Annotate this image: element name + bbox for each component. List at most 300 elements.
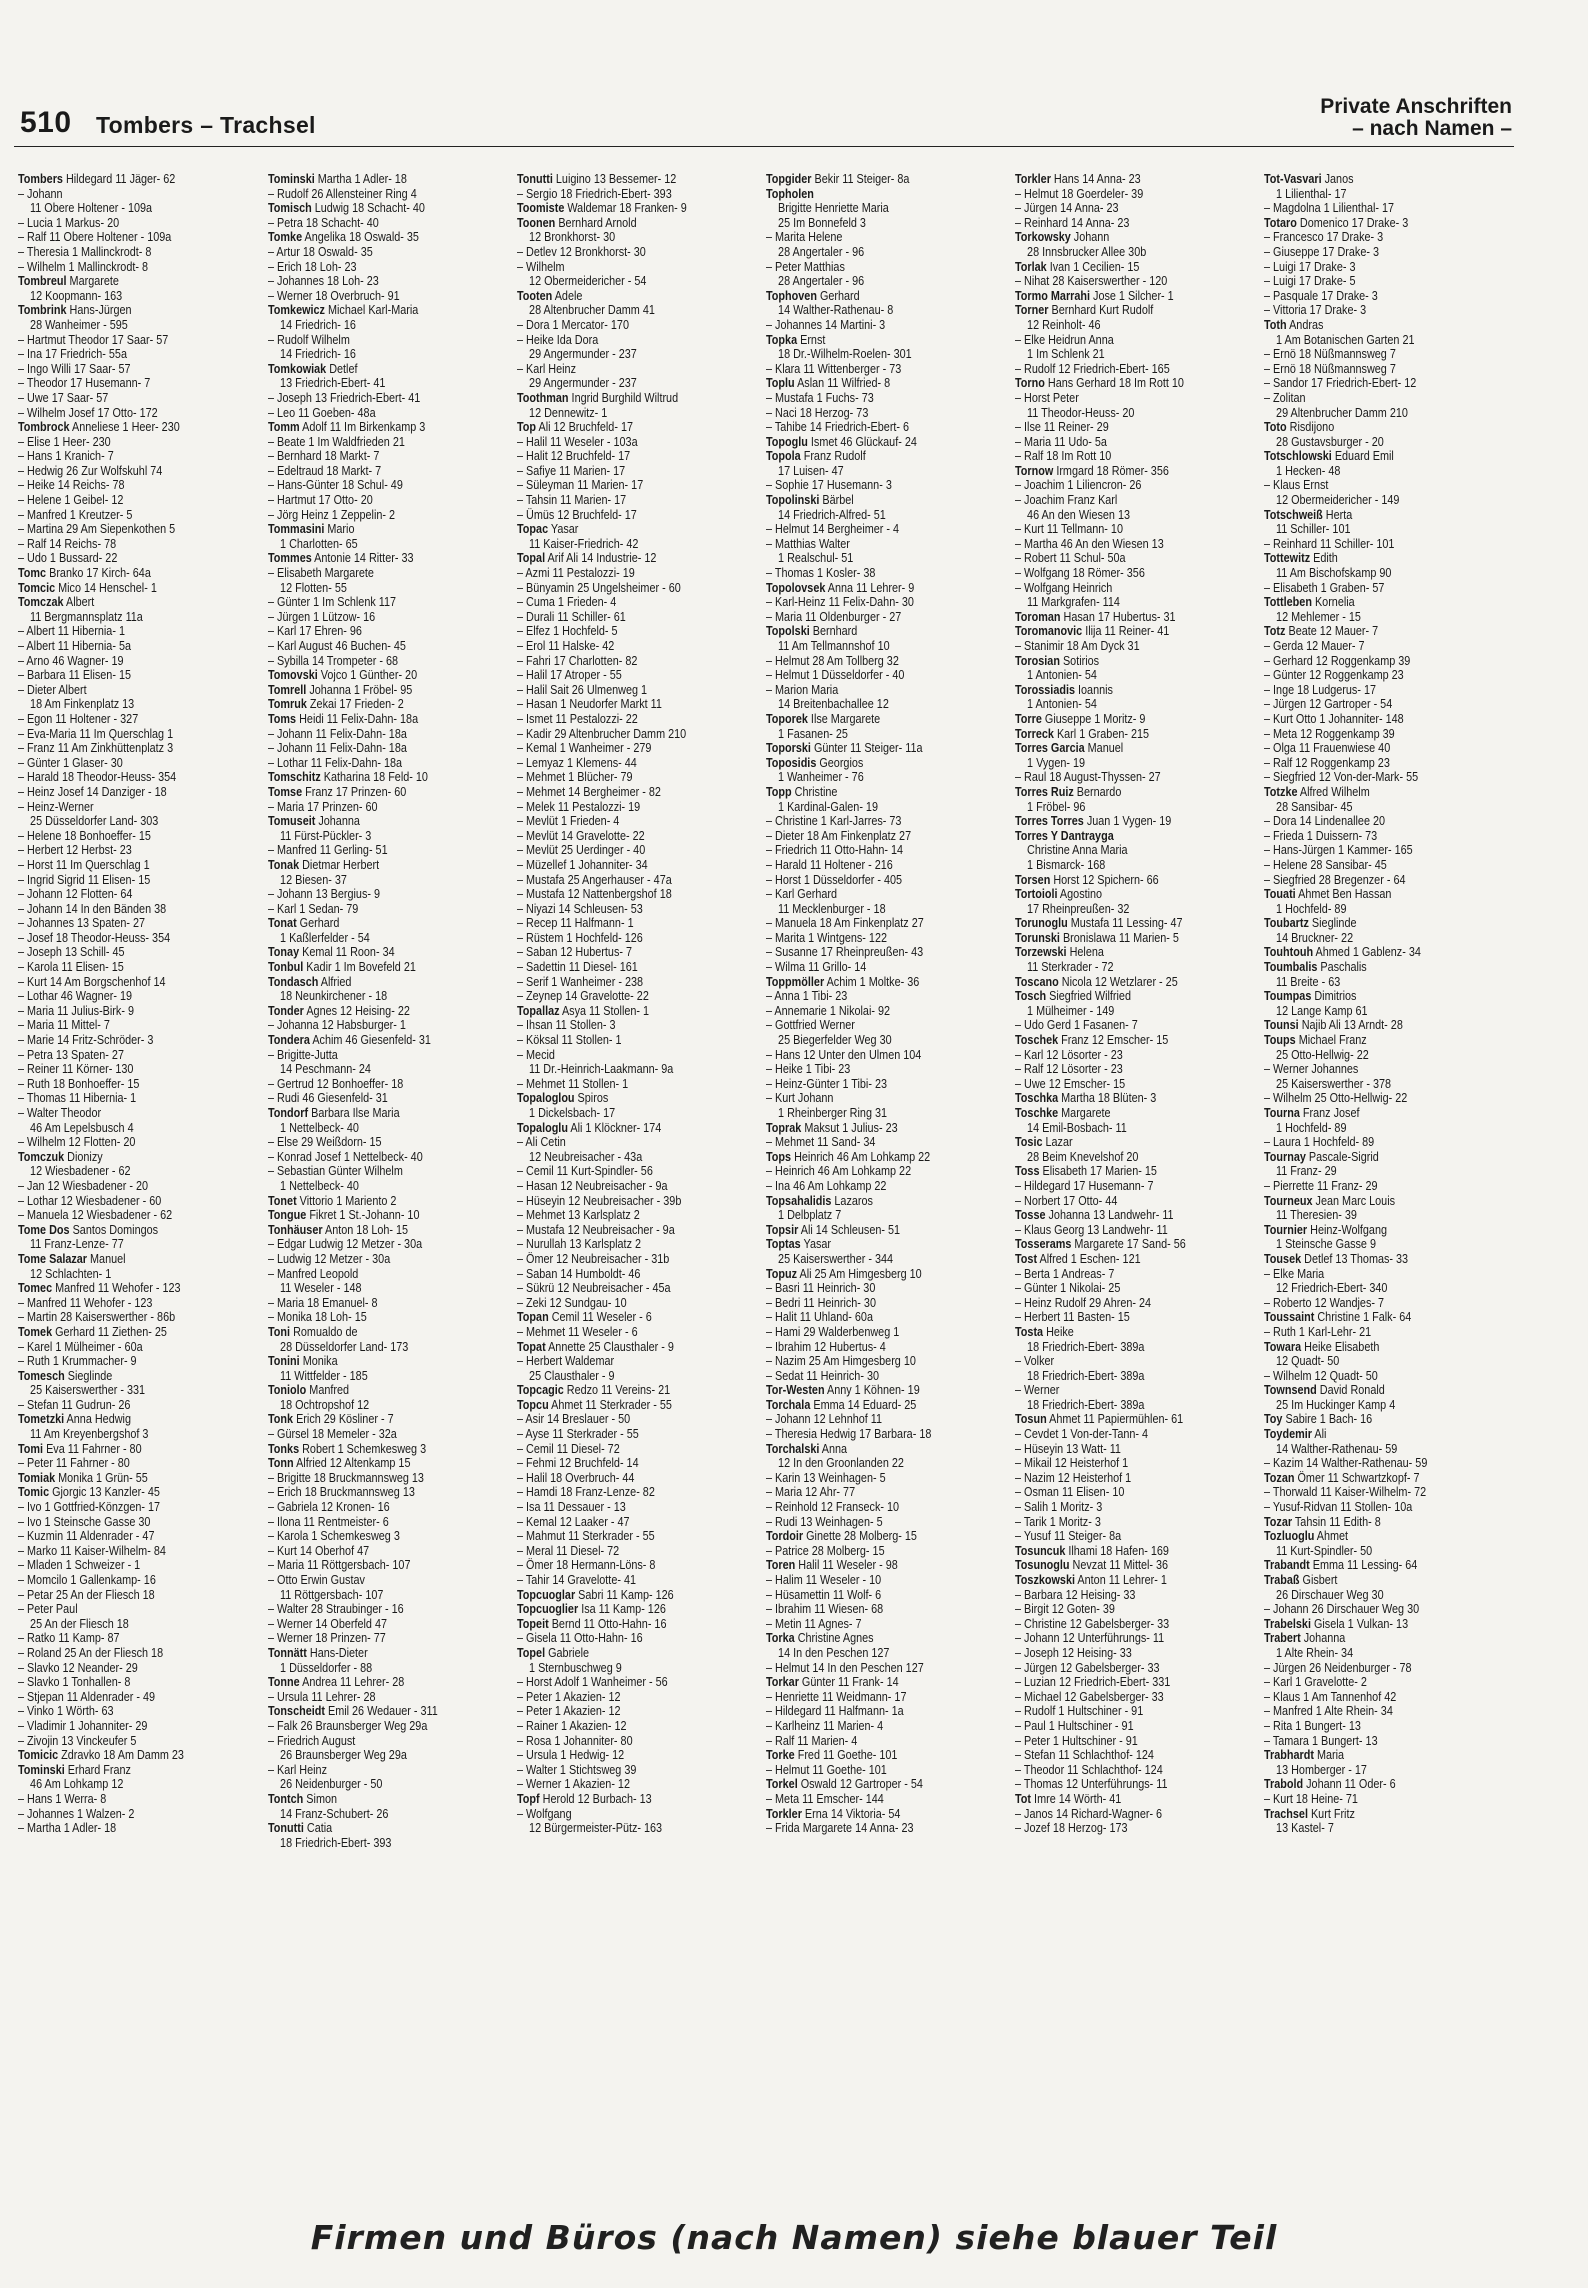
directory-entry: – Ruth 1 Krummacher- 9	[18, 1354, 137, 1369]
directory-entry: – Joseph 13 Friedrich-Ebert- 41	[268, 390, 421, 405]
directory-entry: – Wilhelm 1 Mallinckrodt- 8	[18, 259, 149, 274]
directory-entry: Tortoioli Agostino	[1015, 887, 1103, 902]
directory-entry: – Zivojin 13 Vinckeufer 5	[18, 1733, 137, 1748]
directory-entry: – Hans 12 Unter den Ulmen 104	[766, 1047, 922, 1062]
directory-entry: Tomisch Ludwig 18 Schacht- 40	[268, 201, 425, 216]
directory-entry: Torchalski Anna	[766, 1441, 848, 1456]
directory-entry: – Maria 11 Mittel- 7	[18, 1018, 110, 1033]
directory-entry: – Lothar 11 Felix-Dahn- 18a	[268, 755, 403, 770]
directory-entry: – Elke Heidrun Anna	[1015, 332, 1114, 347]
directory-entry: 11 Theodor-Heuss- 20	[1027, 405, 1135, 420]
directory-entry: 12 Schlachten- 1	[30, 1266, 112, 1281]
directory-entry: 1 Realschul- 51	[778, 551, 854, 566]
directory-entry: 11 Wittfelder - 185	[280, 1368, 368, 1383]
directory-entry: – Sybilla 14 Trompeter - 68	[268, 653, 399, 668]
directory-entry: – Ruth 18 Bonhoeffer- 15	[18, 1076, 140, 1091]
directory-entry: Tourna Franz Josef	[1264, 1106, 1360, 1120]
directory-entry: – Frida Margarete 14 Anna- 23	[766, 1821, 914, 1836]
directory-entry: – Ivo 1 Gottfried-Könzgen- 17	[18, 1500, 161, 1515]
directory-entry: Tops Heinrich 46 Am Lohkamp 22	[766, 1149, 931, 1164]
directory-entry: – Halil 18 Overbruch- 44	[517, 1470, 635, 1485]
directory-entry: – Werner	[1015, 1383, 1060, 1398]
directory-entry: – Günter 1 Im Schlenk 117	[268, 595, 397, 610]
directory-entry: Tot Imre 14 Wörth- 41	[1015, 1791, 1122, 1806]
directory-entry: 11 Franz- 29	[1276, 1164, 1337, 1179]
directory-entry: – Werner 14 Oberfeld 47	[268, 1616, 388, 1631]
directory-entry: – Bernhard 18 Markt- 7	[268, 449, 380, 464]
directory-entry: – Gertrud 12 Bonhoeffer- 18	[268, 1076, 404, 1091]
directory-entry: Topcagic Redzo 11 Vereins- 21	[517, 1383, 671, 1398]
directory-entry: Topaloglu Ali 1 Klöckner- 174	[517, 1120, 662, 1135]
directory-entry: – Isa 11 Dessauer - 13	[517, 1500, 626, 1515]
directory-entry: – Monika 18 Loh- 15	[268, 1310, 367, 1325]
directory-entry: – Marie 14 Fritz-Schröder- 3	[18, 1033, 154, 1048]
directory-entry: Topac Yasar	[517, 522, 579, 537]
directory-entry: Toschka Martha 18 Blüten- 3	[1015, 1091, 1157, 1106]
directory-entry: 1 Hecken- 48	[1276, 463, 1341, 478]
directory-entry: 28 Wanheimer - 595	[30, 317, 128, 332]
directory-entry: – Johann 26 Dirschauer Weg 30	[1264, 1602, 1420, 1617]
directory-entry: – Walter 1 Stichtsweg 39	[517, 1762, 637, 1777]
directory-entry: – Sükrü 12 Neubreisacher - 45a	[517, 1281, 671, 1296]
directory-entry: – Mustafa 12 Neubreisacher - 9a	[517, 1222, 675, 1237]
directory-entry: – Mustafa 25 Angerhauser - 47a	[517, 872, 672, 887]
directory-entry: – Ralf 11 Marien- 4	[766, 1733, 858, 1748]
directory-entry: – Jürgen 12 Gartroper - 54	[1264, 697, 1393, 712]
directory-entry: 25 Kaiserswerther - 331	[30, 1383, 146, 1398]
directory-entry: 26 Dirschauer Weg 30	[1276, 1587, 1384, 1602]
directory-entry: – Marion Maria	[766, 682, 839, 697]
directory-entry: 1 Dickelsbach- 17	[529, 1106, 616, 1120]
directory-entry: Toothman Ingrid Burghild Wiltrud	[517, 390, 679, 405]
directory-entry: 14 Friedrich- 16	[280, 347, 356, 362]
directory-entry: 25 An der Fliesch 18	[30, 1616, 129, 1631]
directory-entry: Tozluoglu Ahmet	[1264, 1529, 1349, 1544]
directory-entry: – Frieda 1 Duissern- 73	[1264, 828, 1378, 843]
directory-entry: Tomcic Mico 14 Henschel- 1	[18, 580, 157, 595]
directory-entry: – Johann 12 Flotten- 64	[18, 887, 133, 902]
directory-entry: 14 Emil-Bosbach- 11	[1027, 1120, 1127, 1135]
directory-entry: – Elisabeth 1 Graben- 57	[1264, 580, 1385, 595]
directory-entry: Topka Ernst	[766, 332, 826, 347]
directory-entry: – Ralf 12 Roggenkamp 23	[1264, 755, 1390, 770]
directory-entry: Tomschitz Katharina 18 Feld- 10	[268, 770, 428, 785]
directory-entry: – Maria 18 Emanuel- 8	[268, 1295, 378, 1310]
directory-entry: Toubartz Sieglinde	[1264, 916, 1357, 931]
directory-entry: Torossiadis Ioannis	[1015, 682, 1113, 697]
directory-entry: – Dora 14 Lindenallee 20	[1264, 814, 1386, 829]
directory-entry: 29 Angermunder - 237	[529, 347, 637, 362]
directory-entry: Toussaint Christine 1 Falk- 64	[1264, 1310, 1412, 1325]
directory-entry: – Elke Maria	[1264, 1266, 1325, 1281]
directory-column-3	[517, 172, 720, 2192]
directory-entry: Tomczuk Dionizy	[18, 1149, 103, 1164]
directory-entry: Totschweiß Herta	[1264, 507, 1353, 522]
directory-entry: – Udo Gerd 1 Fasanen- 7	[1015, 1018, 1138, 1033]
directory-entry: Tornow Irmgard 18 Römer- 356	[1015, 463, 1169, 478]
directory-entry: – Maria 11 Udo- 5a	[1015, 434, 1107, 449]
directory-entry: – Jürgen 12 Gabelsberger- 33	[1015, 1660, 1160, 1675]
directory-entry: 28 Düsseldorfer Land- 173	[280, 1339, 409, 1354]
directory-entry: Tournier Heinz-Wolfgang	[1264, 1222, 1388, 1237]
directory-entry: 14 Breitenbachallee 12	[778, 697, 889, 712]
directory-entry: – Rudi 13 Weinhagen- 5	[766, 1514, 883, 1529]
directory-entry: – Erol 11 Halske- 42	[517, 639, 615, 653]
directory-entry: – Ralf 18 Im Rott 10	[1015, 449, 1112, 464]
directory-entry: – Werner 1 Akazien- 12	[517, 1777, 630, 1792]
directory-entry: Tosta Heike	[1015, 1324, 1074, 1339]
directory-entry: – Helene 18 Bonhoeffer- 15	[18, 828, 151, 843]
directory-entry: Toto Risdijono	[1264, 420, 1335, 435]
directory-entry: – Ismet 11 Pestalozzi- 22	[517, 711, 638, 726]
directory-entry: – Sandor 17 Friedrich-Ebert- 12	[1264, 376, 1417, 391]
directory-entry: – Mikail 12 Heisterhof 1	[1015, 1456, 1129, 1471]
directory-entry: Tombrock Anneliese 1 Heer- 230	[18, 420, 180, 435]
directory-entry: – Mladen 1 Schweizer - 1	[18, 1558, 141, 1573]
directory-entry: – Robert 11 Schul- 50a	[1015, 551, 1126, 566]
directory-entry: – Wolfgang	[517, 1806, 572, 1821]
directory-entry: Trabold Johann 11 Oder- 6	[1264, 1777, 1396, 1792]
directory-entry: – Klara 11 Wittenberger - 73	[766, 361, 902, 376]
directory-entry: – Halit 12 Bruchfeld- 17	[517, 449, 631, 464]
directory-entry: 1 Delbplatz 7	[778, 1208, 842, 1223]
directory-entry: 12 In den Groonlanden 22	[778, 1456, 904, 1471]
directory-entry: Topcuoglier Isa 11 Kamp- 126	[517, 1602, 666, 1617]
directory-entry: – Slavko 1 Tonhallen- 8	[18, 1675, 131, 1690]
directory-entry: Topuz Ali 25 Am Himgesberg 10	[766, 1266, 922, 1281]
directory-entry: – Michael 12 Gabelsberger- 33	[1015, 1689, 1164, 1704]
directory-entry: – Nazim 25 Am Himgesberg 10	[766, 1354, 916, 1369]
directory-entry: 1 Vygen- 19	[1027, 755, 1086, 770]
directory-entry: – Petar 25 An der Fliesch 18	[18, 1587, 155, 1602]
directory-entry: – Rudi 46 Giesenfeld- 31	[268, 1091, 388, 1106]
directory-entry: 12 Flotten- 55	[280, 580, 347, 595]
directory-entry: 14 Friedrich-Alfred- 51	[778, 507, 886, 522]
directory-entry: – Pasquale 17 Drake- 3	[1264, 288, 1378, 303]
directory-entry: – Süleyman 11 Marien- 17	[517, 478, 644, 493]
directory-entry: – Sergio 18 Friedrich-Ebert- 393	[517, 186, 672, 201]
directory-entry: 11 Am Kreyenbergshof 3	[30, 1427, 149, 1442]
directory-entry: Tongue Fikret 1 St.-Johann- 10	[268, 1208, 420, 1223]
directory-entry: – Janos 14 Richard-Wagner- 6	[1015, 1806, 1163, 1821]
directory-entry: 11 Schiller- 101	[1276, 522, 1351, 537]
directory-entry: Toomiste Waldemar 18 Franken- 9	[517, 201, 687, 216]
directory-columns	[18, 172, 1518, 2192]
directory-entry: 18 Ochtropshof 12	[280, 1397, 370, 1412]
directory-entry: Tosch Siegfried Wilfried	[1015, 989, 1131, 1004]
directory-entry: – Kadir 29 Altenbrucher Damm 210	[517, 726, 687, 741]
directory-entry: – Jörg Heinz 1 Zeppelin- 2	[268, 507, 396, 522]
directory-entry: – Jürgen 1 Lützow- 16	[268, 609, 376, 624]
directory-entry: 29 Angermunder - 237	[529, 376, 637, 391]
directory-entry: – Hami 29 Walderbenweg 1	[766, 1324, 900, 1339]
directory-entry: – Fahri 17 Charlotten- 82	[517, 653, 638, 668]
directory-entry: – Francesco 17 Drake- 3	[1264, 230, 1384, 245]
directory-entry: – Gürsel 18 Memeler - 32a	[268, 1427, 397, 1442]
directory-entry: Torka Christine Agnes	[766, 1631, 874, 1646]
directory-entry: Tome Dos Santos Domingos	[18, 1222, 159, 1237]
directory-entry: – Ibrahim 11 Wiesen- 68	[766, 1602, 884, 1617]
directory-entry: Tonks Robert 1 Schemkesweg 3	[268, 1441, 427, 1456]
directory-entry: Tophoven Gerhard	[766, 288, 860, 303]
directory-entry: 1 Kardinal-Galen- 19	[778, 799, 878, 814]
directory-entry: – Harald 18 Theodor-Heuss- 354	[18, 770, 177, 785]
directory-entry: – Harald 11 Holtener - 216	[766, 857, 893, 872]
directory-entry: Tonini Monika	[268, 1354, 338, 1369]
directory-entry: – Rudolf 1 Hultschiner - 91	[1015, 1704, 1144, 1719]
directory-entry: Tometzki Anna Hedwig	[18, 1412, 131, 1427]
directory-entry: – Mehmet 11 Sand- 34	[766, 1135, 876, 1150]
directory-entry: 1 Fröbel- 96	[1027, 799, 1086, 814]
directory-entry: Totz Beate 12 Mauer- 7	[1264, 624, 1379, 639]
directory-entry: 11 Markgrafen- 114	[1027, 595, 1120, 610]
directory-entry: Tomkewicz Michael Karl-Maria	[268, 303, 419, 318]
directory-entry: – Mecid	[517, 1047, 555, 1062]
directory-entry: – Elfez 1 Hochfeld- 5	[517, 624, 618, 639]
directory-entry: – Detlev 12 Bronkhorst- 30	[517, 244, 646, 259]
directory-entry: – Marita Helene	[766, 230, 843, 245]
directory-entry: – Ralf 12 Lösorter - 23	[1015, 1062, 1123, 1077]
footer-note: Firmen und Büros (nach Namen) siehe blauer Teil	[310, 2218, 1278, 2257]
directory-entry: Tomicic Zdravko 18 Am Damm 23	[18, 1748, 184, 1763]
directory-entry: Tombreul Margarete	[18, 274, 119, 289]
directory-entry: – Herbert Waldemar	[517, 1354, 615, 1369]
directory-entry: 12 Mehlemer - 15	[1276, 609, 1361, 624]
directory-entry: – Reiner 11 Körner- 130	[18, 1062, 134, 1077]
directory-entry: – Hans 1 Kranich- 7	[18, 449, 114, 464]
directory-entry: – Johannes 1 Walzen- 2	[18, 1806, 135, 1821]
directory-entry: Trabandt Emma 11 Lessing- 64	[1264, 1558, 1418, 1573]
directory-entry: Toniolo Manfred	[268, 1383, 350, 1398]
directory-entry: – Ernö 18 Nüßmannsweg 7	[1264, 361, 1396, 376]
directory-entry: – Manfred Leopold	[268, 1266, 359, 1281]
directory-entry: – Uwe 12 Emscher- 15	[1015, 1076, 1126, 1091]
directory-entry: – Hans 1 Werra- 8	[18, 1791, 107, 1806]
directory-entry: – Eva-Maria 11 Im Querschlag 1	[18, 726, 174, 741]
directory-entry: – Vinko 1 Wörth- 63	[18, 1704, 114, 1719]
directory-entry: 12 Koopmann- 163	[30, 288, 123, 303]
directory-entry: 1 Steinsche Gasse 9	[1276, 1237, 1376, 1252]
directory-entry: – Petra 18 Schacht- 40	[268, 215, 379, 230]
directory-entry: – Theresia Hedwig 17 Barbara- 18	[766, 1427, 932, 1442]
directory-entry: Toplu Aslan 11 Wilfried- 8	[766, 376, 891, 391]
directory-entry: 18 Friedrich-Ebert- 389a	[1027, 1397, 1145, 1412]
directory-entry: 28 Beim Knevelshof 20	[1027, 1149, 1139, 1164]
directory-entry: Topola Franz Rudolf	[766, 449, 866, 464]
directory-entry: – Klaus Georg 13 Landwehr- 11	[1015, 1222, 1168, 1237]
directory-entry: – Hans-Günter 18 Schul- 49	[268, 478, 403, 493]
directory-entry: – Karola 11 Elisen- 15	[18, 960, 124, 975]
directory-entry: – Bünyamin 25 Ungelsheimer - 60	[517, 580, 681, 595]
directory-entry: 17 Luisen- 47	[778, 463, 844, 478]
directory-entry: Torke Fred 11 Goethe- 101	[766, 1748, 898, 1763]
directory-entry: – Günter 12 Roggenkamp 23	[1264, 668, 1404, 683]
directory-entry: – Luzian 12 Friedrich-Ebert- 331	[1015, 1675, 1171, 1690]
directory-entry: 1 Wanheimer - 76	[778, 770, 864, 785]
directory-entry: 11 Am Tellmannshof 10	[778, 639, 890, 653]
directory-entry: Touhtouh Ahmed 1 Gablenz- 34	[1264, 945, 1421, 960]
directory-entry: 1 Antonien- 54	[1027, 697, 1097, 712]
directory-entry: Torkler Erna 14 Viktoria- 54	[766, 1806, 901, 1821]
directory-entry: – Dieter Albert	[18, 682, 87, 697]
directory-entry: Townsend David Ronald	[1264, 1383, 1385, 1398]
directory-entry: Tonbul Kadir 1 Im Bovefeld 21	[268, 960, 416, 975]
directory-entry: 1 Mülheimer - 149	[1027, 1003, 1115, 1018]
directory-entry: – Rosa 1 Johanniter- 80	[517, 1733, 633, 1748]
directory-entry: – Mevlüt 25 Uerdinger - 40	[517, 843, 646, 858]
directory-entry: 1 Charlotten- 65	[280, 536, 358, 551]
directory-entry: Torosian Sotirios	[1015, 653, 1100, 668]
directory-entry: – Johannes 14 Martini- 3	[766, 317, 886, 332]
directory-entry: Tousek Detlef 13 Thomas- 33	[1264, 1251, 1409, 1266]
directory-entry: – Helene 1 Geibel- 12	[18, 493, 124, 508]
directory-entry: – Ilse 11 Reiner- 29	[1015, 420, 1109, 435]
directory-entry: – Norbert 17 Otto- 44	[1015, 1193, 1118, 1208]
directory-entry: – Manuela 18 Am Finkenplatz 27	[766, 916, 924, 931]
directory-entry: – Niyazi 14 Schleusen- 53	[517, 901, 643, 916]
directory-entry: Tonk Erich 29 Kösliner - 7	[268, 1412, 394, 1427]
directory-entry: – Gisela 11 Otto-Hahn- 16	[517, 1631, 643, 1646]
directory-entry: – Reinhold 12 Franseck- 10	[766, 1500, 900, 1515]
directory-entry: – Kemal 12 Laaker - 47	[517, 1514, 630, 1529]
directory-entry: – Wilhelm 25 Otto-Hellwig- 22	[1264, 1091, 1408, 1106]
directory-entry: – Ömer 12 Neubreisacher - 31b	[517, 1251, 670, 1266]
directory-entry: Toydemir Ali	[1264, 1427, 1327, 1442]
directory-entry: – Thorwald 11 Kaiser-Wilhelm- 72	[1264, 1485, 1427, 1500]
directory-entry: – Ilona 11 Rentmeister- 6	[268, 1514, 389, 1529]
directory-entry: – Brigitte-Jutta	[268, 1047, 338, 1062]
directory-entry: – Dora 1 Mercator- 170	[517, 317, 629, 332]
directory-entry: 1 Bismarck- 168	[1027, 857, 1106, 872]
directory-entry: – Meral 11 Diesel- 72	[517, 1543, 620, 1558]
directory-entry: 14 Walther-Rathenau- 8	[778, 303, 894, 318]
directory-entry: – Volker	[1015, 1354, 1055, 1369]
directory-entry: Torres Ruiz Bernardo	[1015, 784, 1122, 799]
directory-entry: Topolinski Bärbel	[766, 493, 854, 508]
directory-entry: – Berta 1 Andreas- 7	[1015, 1266, 1115, 1281]
directory-entry: 11 Fürst-Pückler- 3	[280, 828, 372, 843]
directory-entry: Trabelski Gisela 1 Vulkan- 13	[1264, 1616, 1409, 1631]
directory-entry: 1 Antonien- 54	[1027, 668, 1097, 683]
directory-entry: – Stefan 11 Gudrun- 26	[18, 1397, 131, 1412]
directory-entry: – Beate 1 Im Waldfrieden 21	[268, 434, 405, 449]
directory-entry: – Ralf 11 Obere Holtener - 109a	[18, 230, 172, 245]
directory-entry: – Reinhard 11 Schiller- 101	[1264, 536, 1395, 551]
directory-entry: Topoglu Ismet 46 Glückauf- 24	[766, 434, 917, 449]
directory-entry: – Martina 29 Am Siepenkothen 5	[18, 522, 176, 537]
directory-entry: – Ihsan 11 Stollen- 3	[517, 1018, 616, 1033]
directory-entry: – Hildegard 11 Halfmann- 1a	[766, 1704, 904, 1719]
directory-entry: – Kurt 18 Heine- 71	[1264, 1791, 1358, 1806]
directory-entry: – Peter 1 Akazien- 12	[517, 1704, 621, 1719]
directory-entry: – Wilhelm Josef 17 Otto- 172	[18, 405, 158, 420]
directory-entry: – Wolfgang 18 Römer- 356	[1015, 566, 1145, 581]
directory-entry: Tottewitz Edith	[1264, 551, 1338, 566]
directory-entry: – Gerda 12 Mauer- 7	[1264, 639, 1365, 653]
directory-entry: Topallaz Asya 11 Stollen- 1	[517, 1003, 650, 1018]
directory-entry: – Meta 12 Roggenkamp 39	[1264, 726, 1395, 741]
directory-entry: 12 Obermeidericher - 54	[529, 274, 647, 289]
directory-entry: – Albert 11 Hibernia- 1	[18, 624, 125, 639]
directory-entry: – Klaus 1 Am Tannenhof 42	[1264, 1689, 1397, 1704]
directory-entry: – Pierrette 11 Franz- 29	[1264, 1178, 1378, 1193]
directory-entry: Toups Michael Franz	[1264, 1033, 1367, 1048]
directory-entry: – Johanna 12 Habsburger- 1	[268, 1018, 406, 1033]
directory-entry: 18 Dr.-Wilhelm-Roelen- 301	[778, 347, 912, 362]
directory-entry: Toonen Bernhard Arnold	[517, 215, 637, 230]
directory-entry: – Tamara 1 Bungert- 13	[1264, 1733, 1378, 1748]
directory-entry: Torunoglu Mustafa 11 Lessing- 47	[1015, 916, 1183, 931]
directory-entry: – Hartmut Theodor 17 Saar- 57	[18, 332, 169, 347]
directory-entry: Tooten Adele	[517, 288, 583, 303]
directory-entry: Tormo Marrahi Jose 1 Silcher- 1	[1015, 288, 1174, 303]
directory-entry: Torner Bernhard Kurt Rudolf	[1015, 303, 1154, 318]
directory-entry: – Kurt Otto 1 Johanniter- 148	[1264, 711, 1404, 726]
directory-entry: – Jan 12 Wiesbadener - 20	[18, 1178, 149, 1193]
directory-entry: – Helmut 14 In den Peschen 127	[766, 1660, 924, 1675]
directory-entry: – Mustafa 12 Nattenbergshof 18	[517, 887, 672, 902]
directory-entry: – Maria 17 Prinzen- 60	[268, 799, 378, 814]
directory-entry: Tomc Branko 17 Kirch- 64a	[18, 566, 151, 581]
directory-entry: 1 Kaßlerfelder - 54	[280, 930, 370, 945]
directory-entry: – Elise 1 Heer- 230	[18, 434, 111, 449]
directory-entry: Toy Sabire 1 Bach- 16	[1264, 1412, 1373, 1427]
directory-entry: Toposidis Georgios	[766, 755, 864, 770]
directory-entry: – Heinz-Werner	[18, 799, 94, 814]
directory-entry: – Stanimir 18 Am Dyck 31	[1015, 639, 1140, 653]
directory-entry: – Karola 1 Schemkesweg 3	[268, 1529, 400, 1544]
directory-entry: – Giuseppe 17 Drake- 3	[1264, 244, 1379, 259]
directory-entry: – Nihat 28 Kaiserswerther - 120	[1015, 274, 1168, 289]
directory-entry: Torres Torres Juan 1 Vygen- 19	[1015, 814, 1172, 829]
directory-entry: 28 Angertaler - 96	[778, 244, 865, 259]
directory-entry: – Hasan 12 Neubreisacher - 9a	[517, 1178, 668, 1193]
directory-entry: Torno Hans Gerhard 18 Im Rott 10	[1015, 376, 1184, 391]
directory-entry: Toss Elisabeth 17 Marien- 15	[1015, 1164, 1157, 1179]
directory-entry: 1 Am Botanischen Garten 21	[1276, 332, 1415, 347]
directory-entry: – Ina 46 Am Lohkamp 22	[766, 1178, 887, 1193]
directory-entry: – Bedri 11 Heinrich- 30	[766, 1295, 876, 1310]
directory-entry: – Hedwig 26 Zur Wolfskuhl 74	[18, 463, 163, 478]
directory-entry: Topp Christine	[766, 784, 838, 799]
directory-entry: – Peter 1 Hultschiner - 91	[1015, 1733, 1138, 1748]
directory-entry: – Barbara 12 Heising- 33	[1015, 1587, 1136, 1602]
directory-entry: 12 Wiesbadener - 62	[30, 1164, 131, 1179]
directory-entry: – Tahsin 11 Marien- 17	[517, 493, 627, 508]
directory-entry: Tomruk Zekai 17 Frieden- 2	[268, 697, 404, 712]
directory-entry: Topat Annette 25 Clausthaler - 9	[517, 1339, 674, 1354]
directory-entry: – Laura 1 Hochfeld- 89	[1264, 1135, 1375, 1150]
directory-entry: Toms Heidi 11 Felix-Dahn- 18a	[268, 711, 419, 726]
directory-entry: – Kurt Johann	[766, 1091, 834, 1106]
directory-entry: Tomrell Johanna 1 Fröbel- 95	[268, 682, 413, 697]
directory-entry: – Heinrich 46 Am Lohkamp 22	[766, 1164, 912, 1179]
directory-entry: Torunski Bronislawa 11 Marien- 5	[1015, 930, 1179, 945]
directory-entry: – Ali Cetin	[517, 1135, 566, 1150]
directory-entry: – Barbara 11 Elisen- 15	[18, 668, 131, 683]
directory-entry: Trabert Johanna	[1264, 1631, 1346, 1646]
directory-entry: Toppmöller Achim 1 Moltke- 36	[766, 974, 920, 989]
directory-entry: Tonat Gerhard	[268, 916, 340, 931]
directory-entry: Totzke Alfred Wilhelm	[1264, 784, 1370, 799]
directory-entry: Topolski Bernhard	[766, 624, 858, 639]
directory-entry: – Günter 1 Glaser- 30	[18, 755, 123, 770]
directory-entry: – Helmut 18 Goerdeler- 39	[1015, 186, 1144, 201]
directory-entry: Toschke Margarete	[1015, 1106, 1111, 1120]
directory-entry: – Kurt 14 Am Borgschenhof 14	[18, 974, 166, 989]
directory-entry: Tot-Vasvari Janos	[1264, 172, 1354, 186]
directory-entry: – Luigi 17 Drake- 3	[1264, 259, 1356, 274]
